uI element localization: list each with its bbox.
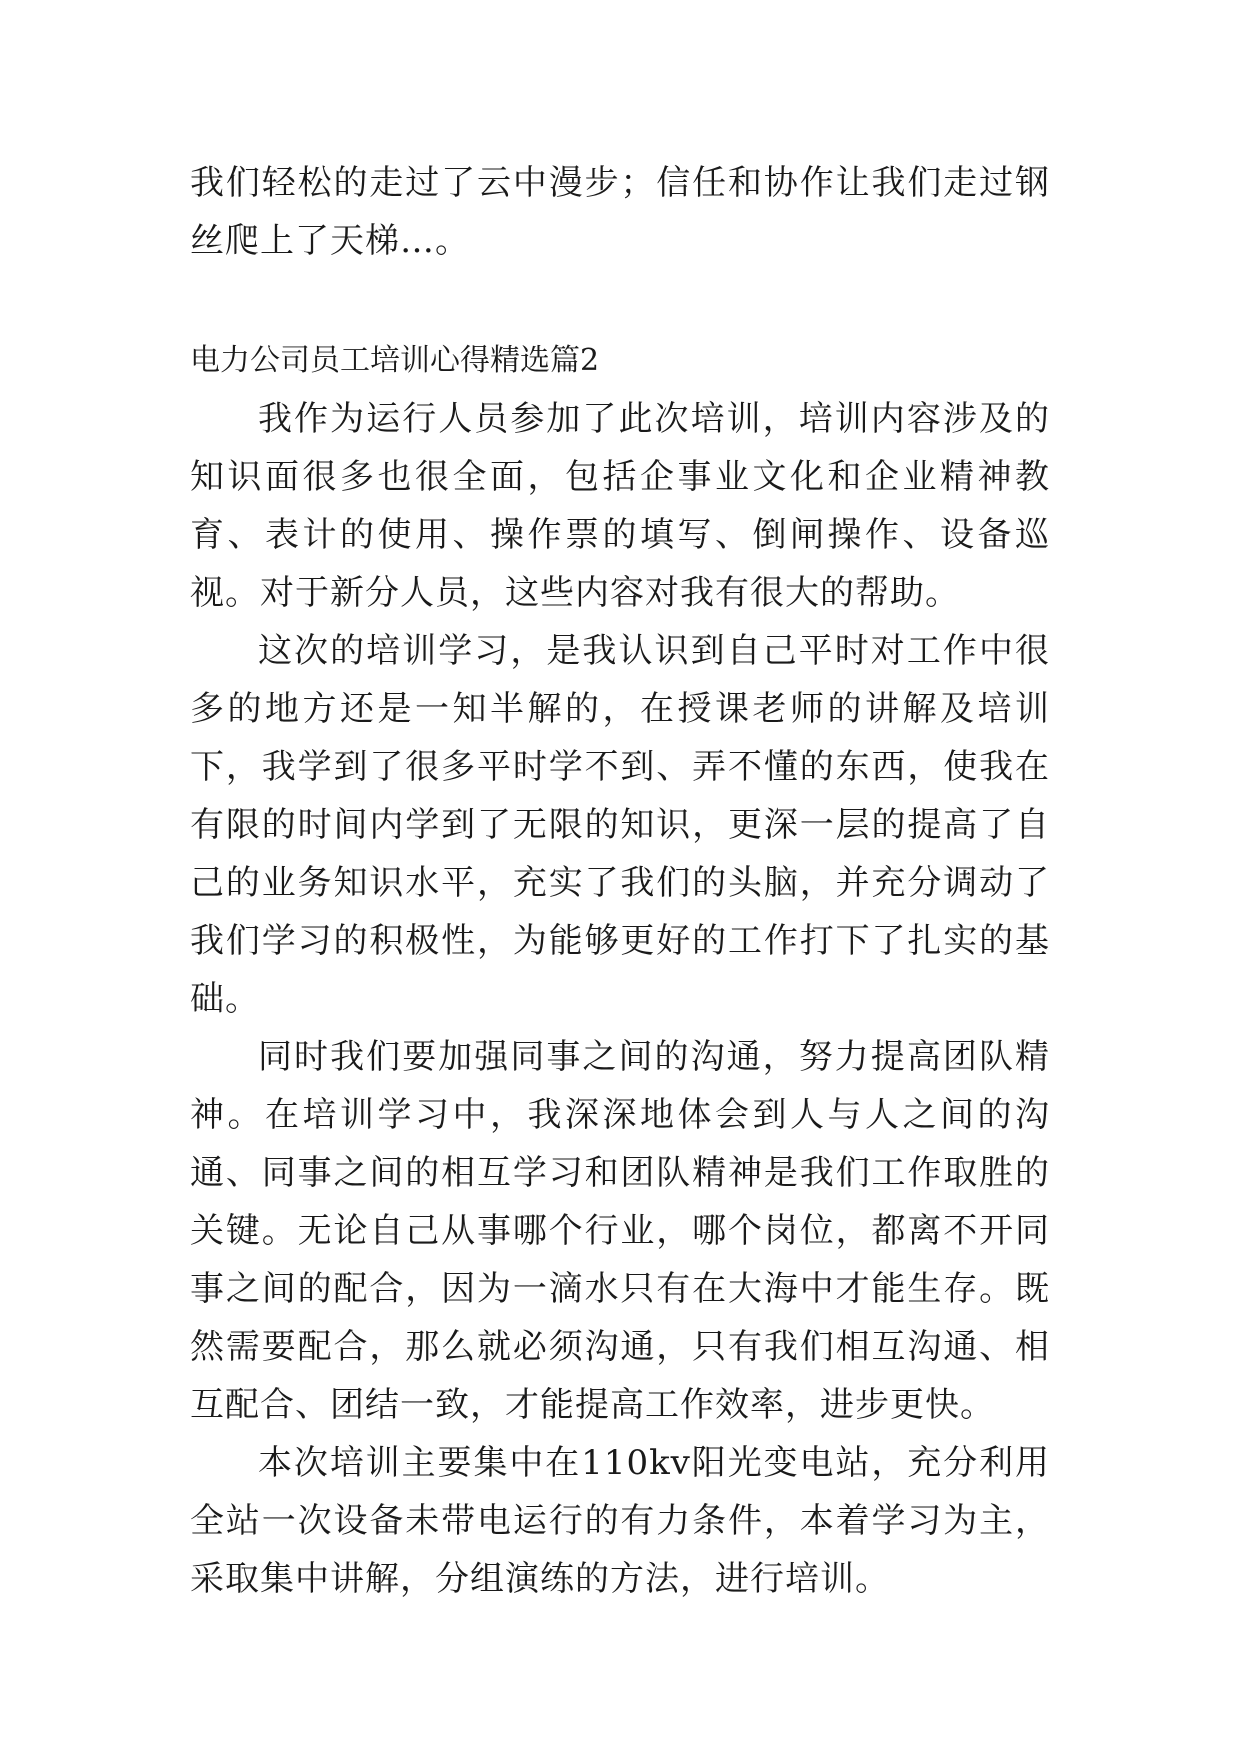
intro-block (190, 154, 1050, 270)
paragraph-4: 本次培训主要集中在110kv阳光变电站，充分利用全站一次设备未带电运行的有力条件，本着学习为主，采取集中讲解，分组演练的方法，进行培训。 (190, 1443, 1050, 1599)
intro-paragraph: 我们轻松的走过了云中漫步；信任和协作让我们走过钢丝爬上了天梯…。 (190, 163, 1050, 261)
paragraph-2: 这次的培训学习，是我认识到自己平时对工作中很多的地方还是一知半解的，在授课老师的讲解及培训下，我学到了很多平时学不到、弄不懂的东西，使我在有限的时间内学到了无限的知识，更深一层的提高了自己的业务知识水平，充实了我们的头脑，并充分调动了我们学习的积极性，为能够更好的工作打下了扎实的基础。 (190, 631, 1050, 1019)
section-block (190, 332, 1050, 1608)
paragraph-1: 我作为运行人员参加了此次培训，培训内容涉及的知识面很多也很全面，包括企事业文化和企业精神教育、表计的使用、操作票的填写、倒闸操作、设备巡视。对于新分人员，这些内容对我有很大的帮助。 (190, 399, 1050, 613)
paragraph-3: 同时我们要加强同事之间的沟通，努力提高团队精神。在培训学习中，我深深地体会到人与人之间的沟通、同事之间的相互学习和团队精神是我们工作取胜的关键。无论自己从事哪个行业，哪个岗位，都离不开同事之间的配合，因为一滴水只有在大海中才能生存。既然需要配合，那么就必须沟通，只有我们相互沟通、相互配合、团结一致，才能提高工作效率，进步更快。 (190, 1037, 1050, 1425)
section-title: 电力公司员工培训心得精选篇2 (190, 343, 600, 378)
